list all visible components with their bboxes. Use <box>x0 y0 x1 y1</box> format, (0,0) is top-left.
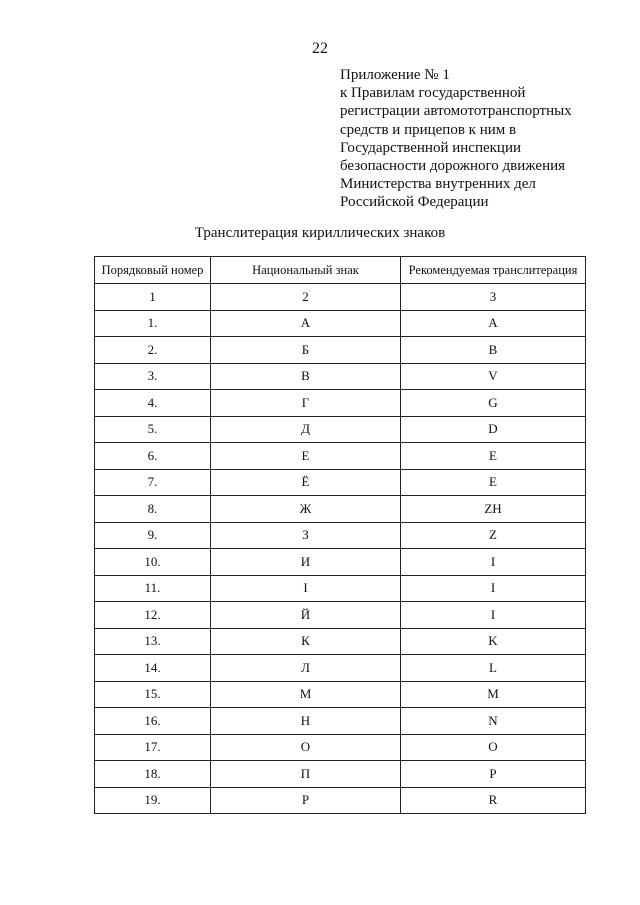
row-number: 15. <box>95 681 211 708</box>
table-row <box>95 310 586 337</box>
national-sign: И <box>211 549 401 576</box>
national-sign: Е <box>211 443 401 470</box>
transliteration: L <box>401 655 586 682</box>
table-row <box>95 761 586 788</box>
page-number: 22 <box>312 40 328 57</box>
transliteration: M <box>401 681 586 708</box>
table-row <box>95 655 586 682</box>
row-number: 3. <box>95 363 211 390</box>
table-row <box>95 575 586 602</box>
national-sign: А <box>211 310 401 337</box>
transliteration: I <box>401 549 586 576</box>
transliteration: V <box>401 363 586 390</box>
header-ordinal: Порядковый номер <box>95 257 211 284</box>
national-sign: I <box>211 575 401 602</box>
table-header-row <box>95 257 586 284</box>
transliteration: N <box>401 708 586 735</box>
table-row <box>95 390 586 417</box>
national-sign: Б <box>211 337 401 364</box>
national-sign: Л <box>211 655 401 682</box>
row-number: 12. <box>95 602 211 629</box>
transliteration: B <box>401 337 586 364</box>
column-number: 1 <box>95 284 211 311</box>
national-sign: В <box>211 363 401 390</box>
transliteration: O <box>401 734 586 761</box>
transliteration: K <box>401 628 586 655</box>
national-sign: Р <box>211 787 401 814</box>
appendix-block <box>340 66 630 212</box>
table-row <box>95 522 586 549</box>
table-row <box>95 628 586 655</box>
table-row <box>95 708 586 735</box>
table-row <box>95 602 586 629</box>
transliteration-table <box>94 256 586 814</box>
row-number: 18. <box>95 761 211 788</box>
table-row <box>95 469 586 496</box>
transliteration: A <box>401 310 586 337</box>
national-sign: З <box>211 522 401 549</box>
row-number: 19. <box>95 787 211 814</box>
appendix-line: к Правилам государственной <box>340 85 526 102</box>
row-number: 2. <box>95 337 211 364</box>
appendix-line: Приложение № 1 <box>340 67 450 83</box>
column-number-row <box>95 284 586 311</box>
national-sign: Й <box>211 602 401 629</box>
appendix-line: Государственной инспекции <box>340 139 521 156</box>
row-number: 6. <box>95 443 211 470</box>
appendix-line: средств и прицепов к ним в <box>340 121 517 138</box>
table-row <box>95 416 586 443</box>
row-number: 14. <box>95 655 211 682</box>
national-sign: Н <box>211 708 401 735</box>
table-row <box>95 787 586 814</box>
transliteration: Z <box>401 522 586 549</box>
table-row <box>95 734 586 761</box>
national-sign: Ж <box>211 496 401 523</box>
national-sign: Д <box>211 416 401 443</box>
header-national-sign: Национальный знак <box>211 257 401 284</box>
row-number: 9. <box>95 522 211 549</box>
transliteration: G <box>401 390 586 417</box>
table-row <box>95 681 586 708</box>
national-sign: О <box>211 734 401 761</box>
national-sign: П <box>211 761 401 788</box>
row-number: 7. <box>95 469 211 496</box>
row-number: 17. <box>95 734 211 761</box>
transliteration: D <box>401 416 586 443</box>
row-number: 1. <box>95 310 211 337</box>
column-number: 2 <box>211 284 401 311</box>
transliteration: P <box>401 761 586 788</box>
table-row <box>95 363 586 390</box>
table-row <box>95 443 586 470</box>
transliteration: ZH <box>401 496 586 523</box>
table-row <box>95 496 586 523</box>
appendix-line: Российской Федерации <box>340 194 489 211</box>
table-row <box>95 337 586 364</box>
national-sign: К <box>211 628 401 655</box>
row-number: 13. <box>95 628 211 655</box>
row-number: 11. <box>95 575 211 602</box>
column-number: 3 <box>401 284 586 311</box>
national-sign: Ё <box>211 469 401 496</box>
document-title: Транслитерация кириллических знаков <box>194 225 446 241</box>
header-transliteration: Рекомендуемая транслитерация <box>401 257 586 284</box>
row-number: 5. <box>95 416 211 443</box>
row-number: 10. <box>95 549 211 576</box>
row-number: 16. <box>95 708 211 735</box>
transliteration: R <box>401 787 586 814</box>
national-sign: М <box>211 681 401 708</box>
row-number: 8. <box>95 496 211 523</box>
appendix-line: регистрации автомототранспортных <box>340 103 572 120</box>
national-sign: Г <box>211 390 401 417</box>
row-number: 4. <box>95 390 211 417</box>
appendix-line: безопасности дорожного движения <box>340 158 566 175</box>
transliteration: E <box>401 469 586 496</box>
appendix-line: Министерства внутренних дел <box>340 176 536 193</box>
transliteration: I <box>401 575 586 602</box>
transliteration: I <box>401 602 586 629</box>
transliteration: E <box>401 443 586 470</box>
table-row <box>95 549 586 576</box>
